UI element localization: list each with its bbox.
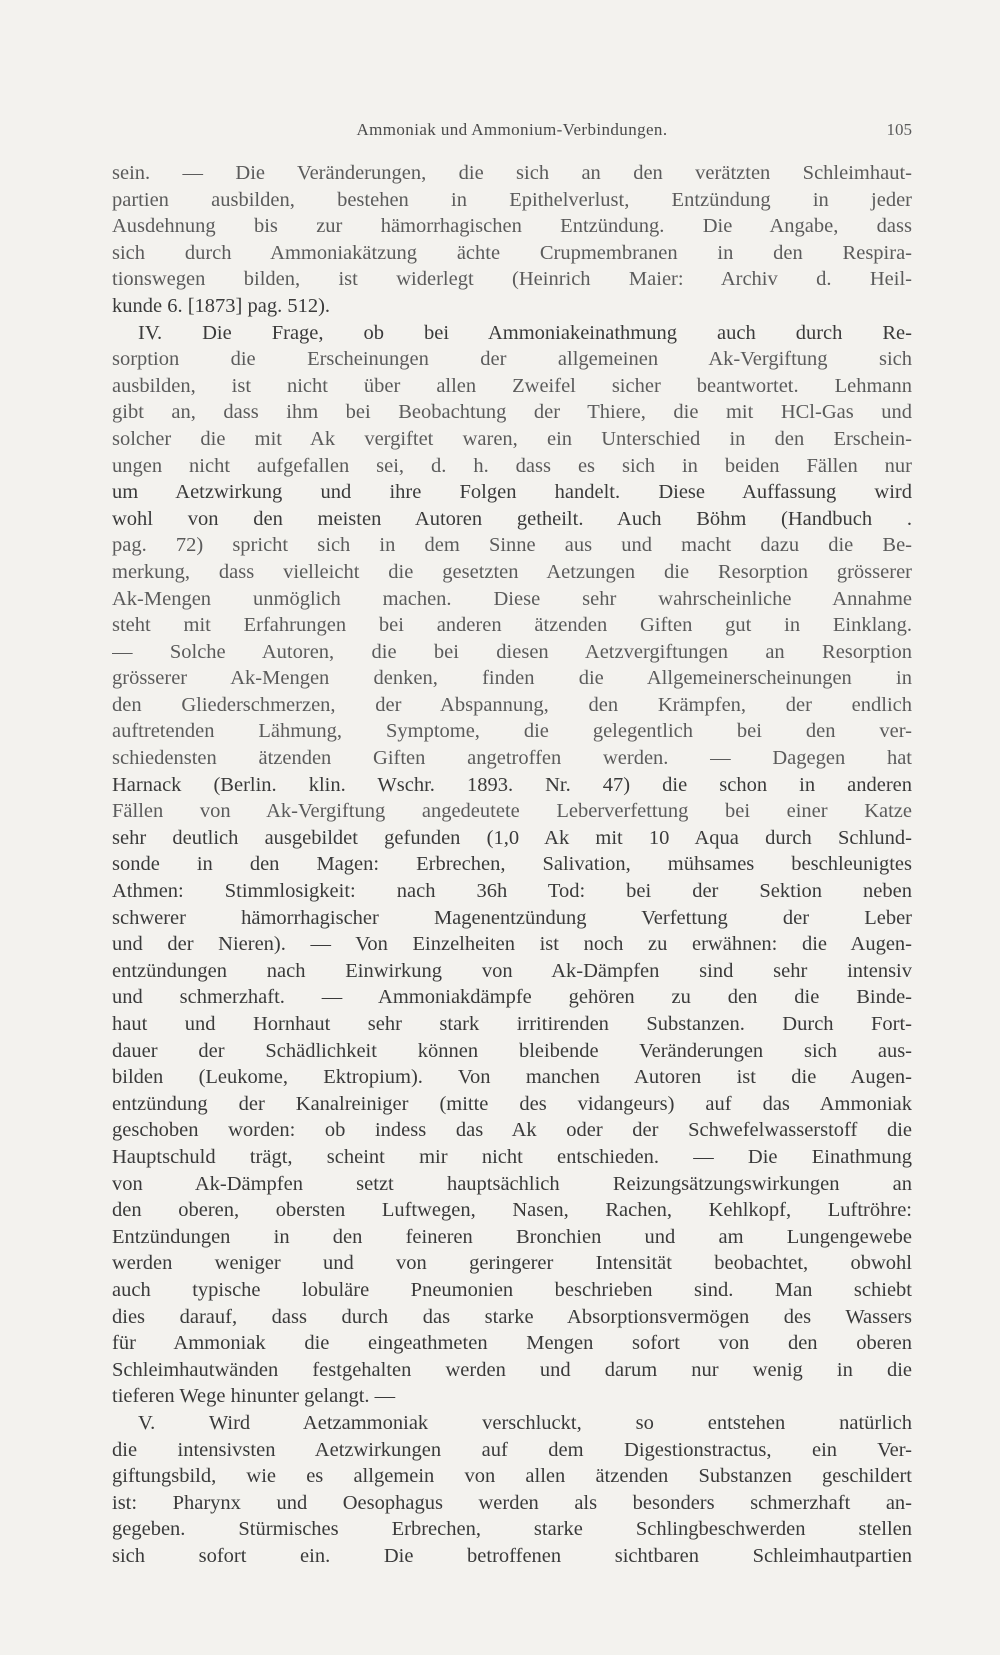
text-line: auftretenden Lähmung, Symptome, die gelegentlich bei den ver-: [112, 720, 912, 743]
text-line: tieferen Wege hinunter gelangt. —: [112, 1385, 396, 1408]
text-line: schwerer hämorrhagischer Magenentzündung Verfettung der Leber: [112, 906, 912, 929]
text-line: sich durch Ammoniakätzung ächte Crupmembranen in den Respira-: [112, 241, 912, 264]
text-line: gibt an, dass ihm bei Beobachtung der Thiere, die mit HCl-Gas und: [112, 401, 912, 424]
text-line: ungen nicht aufgefallen sei, d. h. dass es sich in beiden Fällen nur: [112, 454, 912, 477]
text-line: bilden (Leukome, Ektropium). Von manchen Autoren ist die Augen-: [112, 1066, 912, 1089]
text-line: — Solche Autoren, die bei diesen Aetzvergiftungen an Resorption: [112, 640, 912, 663]
page-number: 105: [886, 120, 912, 139]
paragraph-start-line: V. Wird Aetzammoniak verschluckt, so entstehen natürlich: [138, 1411, 912, 1434]
text-line: wohl von den meisten Autoren getheilt. Auch Böhm (Handbuch .: [112, 507, 912, 530]
text-line: von Ak-Dämpfen setzt hauptsächlich Reizungsätzungswirkungen an: [112, 1172, 912, 1195]
text-line: solcher die mit Ak vergiftet waren, ein Unterschied in den Erschein-: [112, 427, 912, 450]
text-line: partien ausbilden, bestehen in Epithelverlust, Entzündung in jeder: [112, 188, 912, 211]
text-line: entzündung der Kanalreiniger (mitte des vidangeurs) auf das Ammoniak: [112, 1092, 912, 1115]
text-line: den Gliederschmerzen, der Abspannung, den Krämpfen, der endlich: [112, 693, 912, 716]
running-title: Ammoniak und Ammonium-Verbindungen.: [356, 120, 668, 139]
text-line: Athmen: Stimmlosigkeit: nach 36h Tod: bei der Sektion neben: [112, 880, 912, 903]
text-line: haut und Hornhaut sehr stark irritirenden Substanzen. Durch Fort-: [112, 1013, 912, 1035]
text-line: steht mit Erfahrungen bei anderen ätzenden Giften gut in Einklang.: [112, 614, 912, 637]
paragraph-start-line: IV. Die Frage, ob bei Ammoniakeinathmung auch durch Re-: [138, 321, 912, 344]
text-line: Ak-Mengen unmöglich machen. Diese sehr wahrscheinliche Annahme: [112, 587, 912, 610]
text-line: die intensivsten Aetzwirkungen auf dem Digestionstractus, ein Ver-: [112, 1438, 912, 1461]
text-line: sehr deutlich ausgebildet gefunden (1,0 Ak mit 10 Aqua durch Schlund-: [112, 826, 912, 849]
text-line: tionswegen bilden, ist widerlegt (Heinrich Maier: Archiv d. Heil-: [112, 268, 912, 291]
running-head: [112, 120, 912, 144]
text-line: auch typische lobuläre Pneumonien beschrieben sind. Man schiebt: [112, 1278, 912, 1301]
text-line: dauer der Schädlichkeit können bleibende Veränderungen sich aus-: [112, 1039, 912, 1062]
text-line: gegeben. Stürmisches Erbrechen, starke Schlingbeschwerden stellen: [112, 1518, 912, 1541]
text-line: dies darauf, dass durch das starke Absorptionsvermögen des Wassers: [112, 1305, 912, 1328]
text-line: merkung, dass vielleicht die gesetzten Aetzungen die Resorption grösserer: [112, 560, 912, 583]
text-line: sich sofort ein. Die betroffenen sichtbaren Schleimhautpartien: [112, 1544, 912, 1567]
text-line: entzündungen nach Einwirkung von Ak-Dämpfen sind sehr intensiv: [112, 959, 912, 982]
body-text: [112, 160, 912, 1569]
text-line: den oberen, obersten Luftwegen, Nasen, Rachen, Kehlkopf, Luftröhre:: [112, 1199, 912, 1222]
text-line: Harnack (Berlin. klin. Wschr. 1893. Nr. 47) die schon in anderen: [112, 773, 912, 796]
text-line: giftungsbild, wie es allgemein von allen ätzenden Substanzen geschildert: [112, 1465, 912, 1488]
text-line: Ausdehnung bis zur hämorrhagischen Entzündung. Die Angabe, dass: [112, 215, 912, 238]
text-line: schiedensten ätzenden Giften angetroffen werden. — Dagegen hat: [112, 747, 912, 770]
text-line: ausbilden, ist nicht über allen Zweifel sicher beantwortet. Lehmann: [112, 374, 912, 397]
text-line: um Aetzwirkung und ihre Folgen handelt. Diese Auffassung wird: [112, 481, 912, 504]
text-line: pag. 72) spricht sich in dem Sinne aus und macht dazu die Be-: [112, 534, 912, 557]
text-line: Entzündungen in den feineren Bronchien und am Lungengewebe: [112, 1225, 912, 1248]
text-line: Schleimhautwänden festgehalten werden und darum nur wenig in die: [112, 1358, 912, 1381]
text-line: geschoben worden: ob indess das Ak oder der Schwefelwasserstoff die: [112, 1119, 912, 1142]
text-line: für Ammoniak die eingeathmeten Mengen sofort von den oberen: [112, 1332, 912, 1355]
text-line: sonde in den Magen: Erbrechen, Salivation, mühsames beschleunigtes: [112, 853, 912, 876]
text-line: sorption die Erscheinungen der allgemeinen Ak-Vergiftung sich: [112, 348, 912, 371]
text-line: und schmerzhaft. — Ammoniakdämpfe gehören zu den die Binde-: [112, 986, 912, 1009]
text-line: grösserer Ak-Mengen denken, finden die Allgemeinerscheinungen in: [112, 667, 912, 690]
text-line: kunde 6. [1873] pag. 512).: [112, 294, 331, 317]
text-line: Hauptschuld trägt, scheint mir nicht entschieden. — Die Einathmung: [112, 1145, 912, 1168]
text-line: sein. — Die Veränderungen, die sich an den verätzten Schleimhaut-: [112, 162, 912, 184]
text-line: Fällen von Ak-Vergiftung angedeutete Leberverfettung bei einer Katze: [112, 800, 912, 823]
text-line: werden weniger und von geringerer Intensität beobachtet, obwohl: [112, 1252, 912, 1275]
text-line: ist: Pharynx und Oesophagus werden als besonders schmerzhaft an-: [112, 1491, 912, 1514]
text-line: und der Nieren). — Von Einzelheiten ist noch zu erwähnen: die Augen-: [112, 933, 912, 956]
